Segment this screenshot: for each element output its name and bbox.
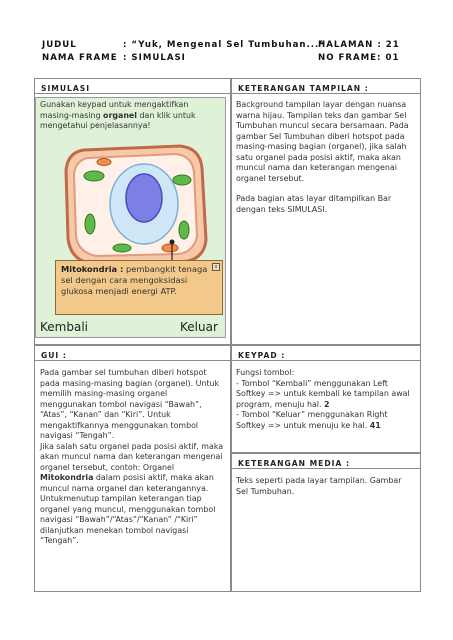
softkey-keluar[interactable]: Keluar bbox=[180, 320, 218, 334]
frame-key: NAMA FRAME bbox=[42, 53, 118, 63]
chloroplast-3 bbox=[85, 214, 95, 234]
chloroplast-5 bbox=[113, 244, 131, 252]
keypad-text: Fungsi tombol: - Tombol “Kembali” menggunakan Left Softkey => untuk kembali ke tampilan awal program, menuju hal. 2 - Tombol “Keluar” menggunakan Right Softkey => untuk menuju ke hal. 41 bbox=[236, 368, 410, 430]
softkey-kembali[interactable]: Kembali bbox=[40, 320, 88, 334]
organel-popup bbox=[55, 260, 223, 315]
gui-title: GUI : bbox=[35, 346, 230, 361]
keypad-title: KEYPAD : bbox=[232, 346, 420, 361]
frame-value: : SIMULASI bbox=[123, 53, 186, 63]
no-frame-label: NO FRAME: 01 bbox=[318, 53, 400, 63]
keterangan-tampilan-title: KETERANGAN TAMPILAN : bbox=[232, 79, 420, 94]
mitochondrion-1 bbox=[162, 244, 178, 252]
close-icon[interactable]: x bbox=[212, 263, 220, 271]
keterangan-media-panel bbox=[231, 453, 421, 592]
halaman-label: HALAMAN : 21 bbox=[318, 40, 400, 50]
mitochondrion-2 bbox=[97, 159, 111, 166]
plant-cell-image bbox=[62, 140, 212, 268]
judul-key: JUDUL bbox=[42, 40, 77, 50]
simulasi-title: SIMULASI bbox=[35, 79, 230, 94]
hotspot-marker bbox=[170, 240, 175, 245]
chloroplast-2 bbox=[173, 175, 191, 185]
judul-value: : “Yuk, Mengenal Sel Tumbuhan...” bbox=[123, 40, 326, 50]
chloroplast-1 bbox=[84, 171, 104, 181]
simulasi-instruction: Gunakan keypad untuk mengaktifkan masing-masing organel dan klik untuk mengetahui penjelasannya! bbox=[40, 100, 196, 130]
popup-text: pembangkit tenaga sel dengan cara mengoksidasi glukosa menjadi energi ATP. bbox=[61, 264, 208, 296]
keterangan-tampilan-text: Background tampilan layar dengan nuansa warna hijau. Tampilan teks dan gambar Sel Tumbuhan muncul secara bersamaan. Pada gambar Sel Tumbuhan diberi hotspot pada masing-masing bagian (organel), jika salah satu organel pada posisi aktif, maka akan muncul nama dan keterangan mengenai organel tersebut. Pada bagian atas layar ditampilkan Bar dengan teks SIMULASI. bbox=[236, 100, 409, 214]
keterangan-media-title: KETERANGAN MEDIA : bbox=[232, 454, 420, 469]
popup-label: Mitokondria : bbox=[61, 264, 124, 274]
nucleus bbox=[126, 174, 162, 222]
gui-text: Pada gambar sel tumbuhan diberi hotspot pada masing-masing bagian (organel). Untuk memilih masing-masing organel menggunakan tombol navigasi “Bawah”, “Atas”, “Kanan” dan “Kiri”. Untuk mengaktifkannya menggunakan tombol navigasi “Tengah”. Jika salah satu organel pada posisi aktif, maka akan muncul nama dan keterangan mengenai organel tersebut, contoh: Organel Mitokondria dalam posisi aktif, maka akan muncul nama organel dan keterangannya. Untukmenutup tampilan keterangan tiap organel yang muncul, menggunakan tombol navigasi “Bawah”/“Atas”/“Kanan” /“Kiri” dilanjutkan menekan tombol navigasi “Tengah”. bbox=[40, 368, 224, 545]
chloroplast-4 bbox=[179, 221, 189, 239]
keterangan-media-text: Teks seperti pada layar tampilan. Gambar Sel Tumbuhan. bbox=[236, 476, 402, 496]
